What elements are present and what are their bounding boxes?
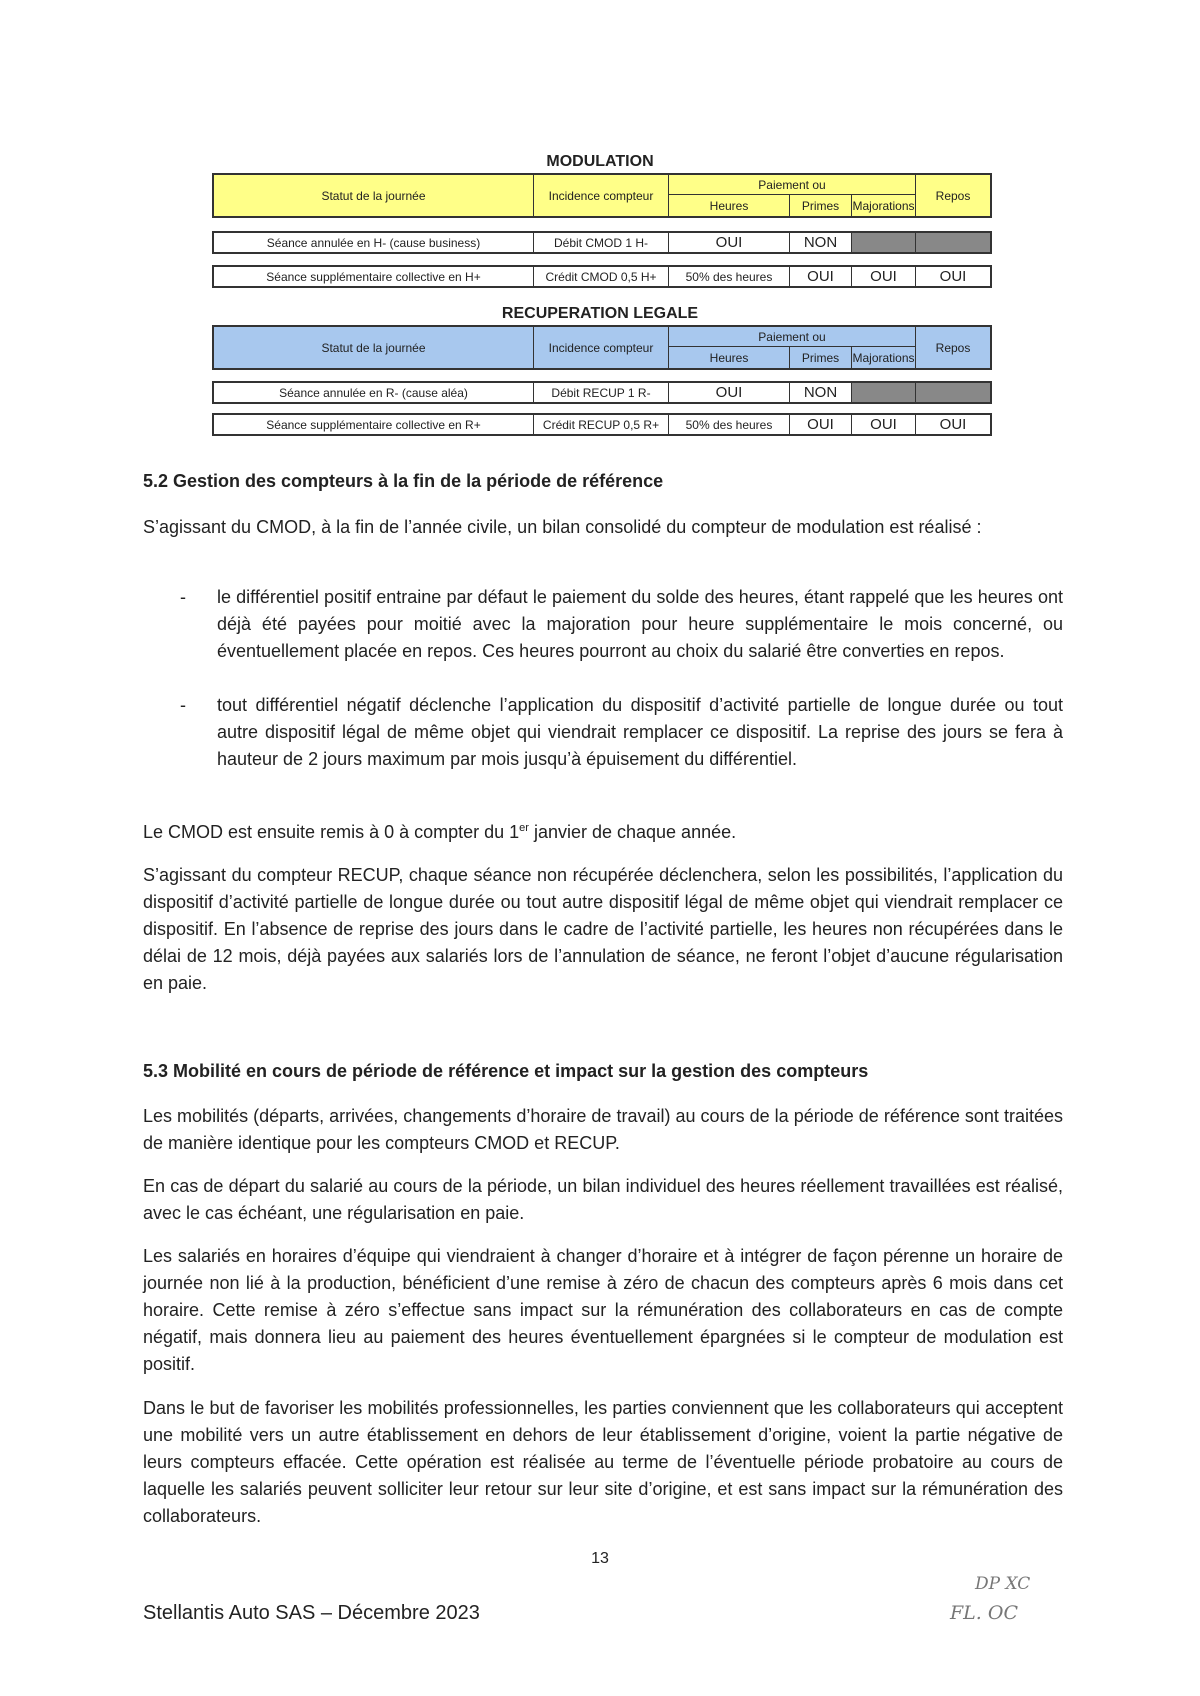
cell-repos: OUI xyxy=(939,416,967,433)
cell-majorations-empty xyxy=(852,383,916,402)
header-primes: Primes xyxy=(790,347,852,368)
cell-heures: OUI xyxy=(669,383,790,402)
header-paiement: Paiement ou xyxy=(669,175,916,195)
cell-incidence: Débit CMOD 1 H- xyxy=(534,233,669,252)
header-repos: Repos xyxy=(935,340,971,355)
page-number: 13 xyxy=(591,1550,609,1567)
section-5-2-intro: S’agissant du CMOD, à la fin de l’année civile, un bilan consolidé du compteur de modulation est réalisé : xyxy=(143,517,982,537)
bullet-marker: - xyxy=(180,695,186,715)
cell-statut: Séance annulée en R- (cause aléa) xyxy=(214,383,534,402)
cell-statut: Séance annulée en H- (cause business) xyxy=(214,233,534,252)
table-row xyxy=(212,265,992,288)
cell-incidence: Débit RECUP 1 R- xyxy=(534,383,669,402)
cell-primes: NON xyxy=(790,383,852,402)
cell-repos-empty xyxy=(916,233,990,252)
cell-primes: NON xyxy=(790,233,852,252)
table-row xyxy=(212,231,992,254)
cell-heures: 50% des heures xyxy=(669,267,790,286)
header-heures: Heures xyxy=(669,347,790,368)
bullet-item-negative: tout différentiel négatif déclenche l’application du dispositif d’activité partielle de longue durée ou tout autre dispositif légal de même objet qui viendrait remplacer ce dispositif. La reprise des jours se fera à hauteur de 2 jours maximum par mois jusqu’à épuisement du différentiel. xyxy=(217,695,1063,769)
header-incidence: Incidence compteur xyxy=(534,327,669,368)
recup-title: RECUPERATION LEGALE xyxy=(501,305,699,322)
section-5-3-heading: 5.3 Mobilité en cours de période de référence et impact sur la gestion des compteurs xyxy=(143,1061,869,1081)
table-row xyxy=(212,381,992,404)
mobility-paragraph-4: Dans le but de favoriser les mobilités professionnelles, les parties conviennent que les collaborateurs qui acceptent une mobilité vers un autre établissement en dehors de leur établissement d’origine, voient la partie négative de leurs compteurs effacée. Cette opération est réalisée au terme de l’éventuelle période probatoire au cours de laquelle les salariés peuvent solliciter leur retour sur leur site d’origine, et est sans impact sur la rémunération des collaborateurs. xyxy=(143,1398,1063,1526)
cell-majorations-empty xyxy=(852,233,916,252)
header-repos: Repos xyxy=(935,188,971,203)
header-majorations: Majorations xyxy=(852,347,916,368)
cell-heures: OUI xyxy=(669,233,790,252)
header-heures: Heures xyxy=(669,195,790,216)
mobility-paragraph-2: En cas de départ du salarié au cours de la période, un bilan individuel des heures réellement travaillées est réalisé, avec le cas échéant, une régularisation en paie. xyxy=(143,1176,1063,1223)
cell-statut: Séance supplémentaire collective en R+ xyxy=(214,415,534,434)
modulation-title: MODULATION xyxy=(546,153,654,170)
mobility-paragraph-3: Les salariés en horaires d’équipe qui viendraient à changer d’horaire et à intégrer de façon pérenne un horaire de journée non lié à la production, bénéficient d’une remise à zéro de chacun des compteurs après 6 mois dans cet horaire. Cette remise à zéro s’effectue sans impact sur la rémunération des collaborateurs en cas de compte négatif, mais donnera lieu au paiement des heures éventuellement épargnées si le compteur de modulation est positif. xyxy=(143,1246,1063,1374)
bullet-item-positive: le différentiel positif entraine par défaut le paiement du solde des heures, étant rappelé que les heures ont déjà été payées pour moitié avec la majoration pour heure supplémentaire le mois concerné, ou éventuellement placée en repos. Ces heures pourront au choix du salarié être converties en repos. xyxy=(217,587,1063,661)
mobility-paragraph-1: Les mobilités (départs, arrivées, changements d’horaire de travail) au cours de la période de référence sont traitées de manière identique pour les compteurs CMOD et RECUP. xyxy=(143,1106,1063,1153)
header-majorations: Majorations xyxy=(852,195,916,216)
cell-primes: OUI xyxy=(790,267,852,286)
cell-incidence: Crédit CMOD 0,5 H+ xyxy=(534,267,669,286)
modulation-header xyxy=(212,173,992,218)
cell-repos-empty xyxy=(916,383,990,402)
cell-majorations: OUI xyxy=(852,267,916,286)
cell-statut: Séance supplémentaire collective en H+ xyxy=(214,267,534,286)
header-statut: Statut de la journée xyxy=(214,175,534,216)
header-incidence: Incidence compteur xyxy=(534,175,669,216)
cell-majorations: OUI xyxy=(852,415,916,434)
header-paiement: Paiement ou xyxy=(669,327,916,347)
recup-header xyxy=(212,325,992,370)
recup-paragraph: S’agissant du compteur RECUP, chaque séance non récupérée déclenchera, selon les possibilités, l’application du dispositif d’activité partielle de longue durée ou tout autre dispositif légal de même objet qui viendrait remplacer ce dispositif. En l’absence de reprise des jours dans le cadre de l’activité partielle, les heures non récupérées dans le délai de 12 mois, déjà payées aux salariés lors de l’annulation de séance, ne feront l’objet d’aucune régularisation en paie. xyxy=(143,865,1063,993)
bullet-marker: - xyxy=(180,587,186,607)
handwritten-initials: DP XC xyxy=(975,1574,1031,1594)
cmod-reset-paragraph: Le CMOD est ensuite remis à 0 à compter du 1er janvier de chaque année. xyxy=(143,822,737,842)
header-primes: Primes xyxy=(790,195,852,216)
cell-incidence: Crédit RECUP 0,5 R+ xyxy=(534,415,669,434)
cell-repos: OUI xyxy=(939,268,967,285)
table-row xyxy=(212,413,992,436)
header-statut: Statut de la journée xyxy=(214,327,534,368)
footer-text: Stellantis Auto SAS – Décembre 2023 xyxy=(143,1602,480,1624)
cell-heures: 50% des heures xyxy=(669,415,790,434)
handwritten-initials: FL. OC xyxy=(950,1602,1018,1624)
cell-primes: OUI xyxy=(790,415,852,434)
section-5-2-heading: 5.2 Gestion des compteurs à la fin de la période de référence xyxy=(143,471,664,491)
